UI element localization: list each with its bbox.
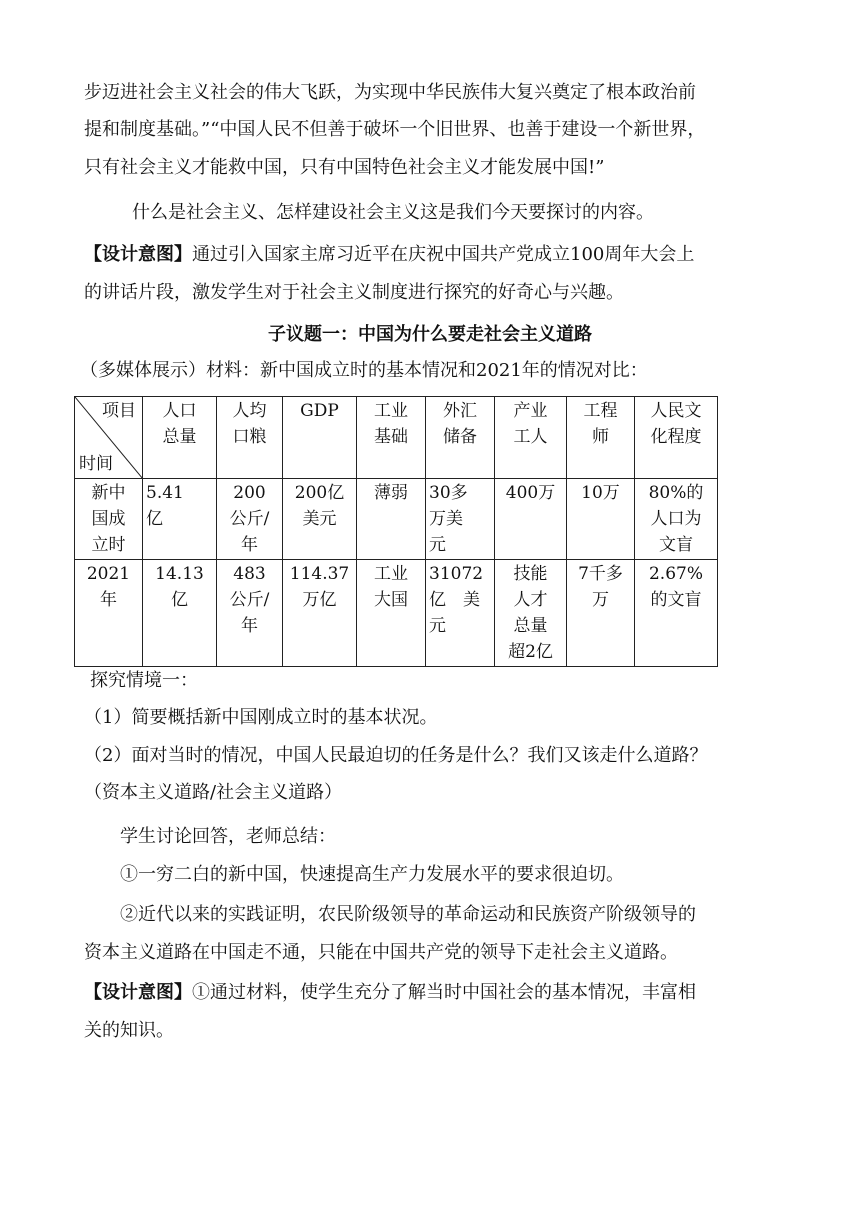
material-caption: （多媒体展示）材料：新中国成立时的基本情况和2021年的情况对比： xyxy=(80,360,648,381)
table-cell: 薄弱 xyxy=(357,479,426,560)
table-header-row xyxy=(75,397,718,479)
intro-question: 什么是社会主义、怎样建设社会主义这是我们今天要探讨的内容。 xyxy=(132,202,654,223)
table-cell: 14.13 亿 xyxy=(143,560,217,667)
row-label-cell: 新中 国成 立时 xyxy=(75,479,143,560)
table-cell: 400万 xyxy=(495,479,567,560)
corner-bottom-label: 时间 xyxy=(79,454,113,474)
table-cell: 7千多 万 xyxy=(567,560,635,667)
discussion-line: 学生讨论回答，老师总结： xyxy=(120,826,336,847)
row-label-cell: 2021 年 xyxy=(75,560,143,667)
table-cell: 200亿 美元 xyxy=(283,479,357,560)
design-intent-tag: 【设计意图】 xyxy=(84,982,192,1003)
design-intent-1 xyxy=(84,236,784,273)
design-intent-2 xyxy=(84,974,784,1011)
table-cell: 30多 万美 元 xyxy=(426,479,495,560)
design-intent-tag: 【设计意图】 xyxy=(84,244,192,265)
table-cell: 技能 人才 总量 超2亿 xyxy=(495,560,567,667)
table-row xyxy=(75,560,718,667)
design-intent-text: ①通过材料，使学生充分了解当时中国社会的基本情况，丰富相 xyxy=(192,982,696,1003)
header-cell: 人口 总量 xyxy=(143,397,217,479)
paragraph-line: 提和制度基础。”“中国人民不但善于破坏一个旧世界、也善于建设一个新世界， xyxy=(84,119,706,140)
table-cell: 31072 亿 美 元 xyxy=(426,560,495,667)
inquiry-title: 探究情境一： xyxy=(90,670,198,691)
paragraph-line: 步迈进社会主义社会的伟大飞跃，为实现中华民族伟大复兴奠定了根本政治前 xyxy=(84,82,696,103)
question-2: （2）面对当时的情况，中国人民最迫切的任务是什么？我们又该走什么道路？ xyxy=(84,745,708,766)
header-cell: GDP xyxy=(283,397,357,479)
header-cell: 外汇 储备 xyxy=(426,397,495,479)
table-cell: 10万 xyxy=(567,479,635,560)
table-cell: 5.41 亿 xyxy=(143,479,217,560)
table-row xyxy=(75,479,718,560)
header-cell: 人均 口粮 xyxy=(217,397,283,479)
subtopic-heading: 子议题一：中国为什么要走社会主义道路 xyxy=(268,324,592,345)
comparison-table xyxy=(74,396,718,667)
question-1: （1）简要概括新中国刚成立时的基本状况。 xyxy=(84,707,438,728)
corner-top-label: 项目 xyxy=(102,401,136,421)
table-cell: 114.37 万亿 xyxy=(283,560,357,667)
header-cell: 产业 工人 xyxy=(495,397,567,479)
corner-cell xyxy=(75,397,143,479)
header-cell: 工程 师 xyxy=(567,397,635,479)
table-cell: 80%的 人口为 文盲 xyxy=(635,479,718,560)
design-intent-text: 通过引入国家主席习近平在庆祝中国共产党成立100周年大会上 xyxy=(192,244,695,265)
paragraph-line: 资本主义道路在中国走不通，只能在中国共产党的领导下走社会主义道路。 xyxy=(84,942,678,963)
header-cell: 工业 基础 xyxy=(357,397,426,479)
table-cell: 200 公斤/ 年 xyxy=(217,479,283,560)
table-cell: 工业 大国 xyxy=(357,560,426,667)
paragraph-line: 的讲话片段，激发学生对于社会主义制度进行探究的好奇心与兴趣。 xyxy=(84,282,624,303)
table-cell: 483 公斤/ 年 xyxy=(217,560,283,667)
answer-1: ①一穷二白的新中国，快速提高生产力发展水平的要求很迫切。 xyxy=(120,864,624,885)
question-2-options: （资本主义道路/社会主义道路） xyxy=(84,782,343,803)
table-cell: 2.67% 的文盲 xyxy=(635,560,718,667)
paragraph-line: 只有社会主义才能救中国，只有中国特色社会主义才能发展中国!” xyxy=(84,157,605,178)
paragraph-line: 关的知识。 xyxy=(84,1020,174,1041)
answer-2: ②近代以来的实践证明，农民阶级领导的革命运动和民族资产阶级领导的 xyxy=(120,904,696,925)
header-cell: 人民文 化程度 xyxy=(635,397,718,479)
